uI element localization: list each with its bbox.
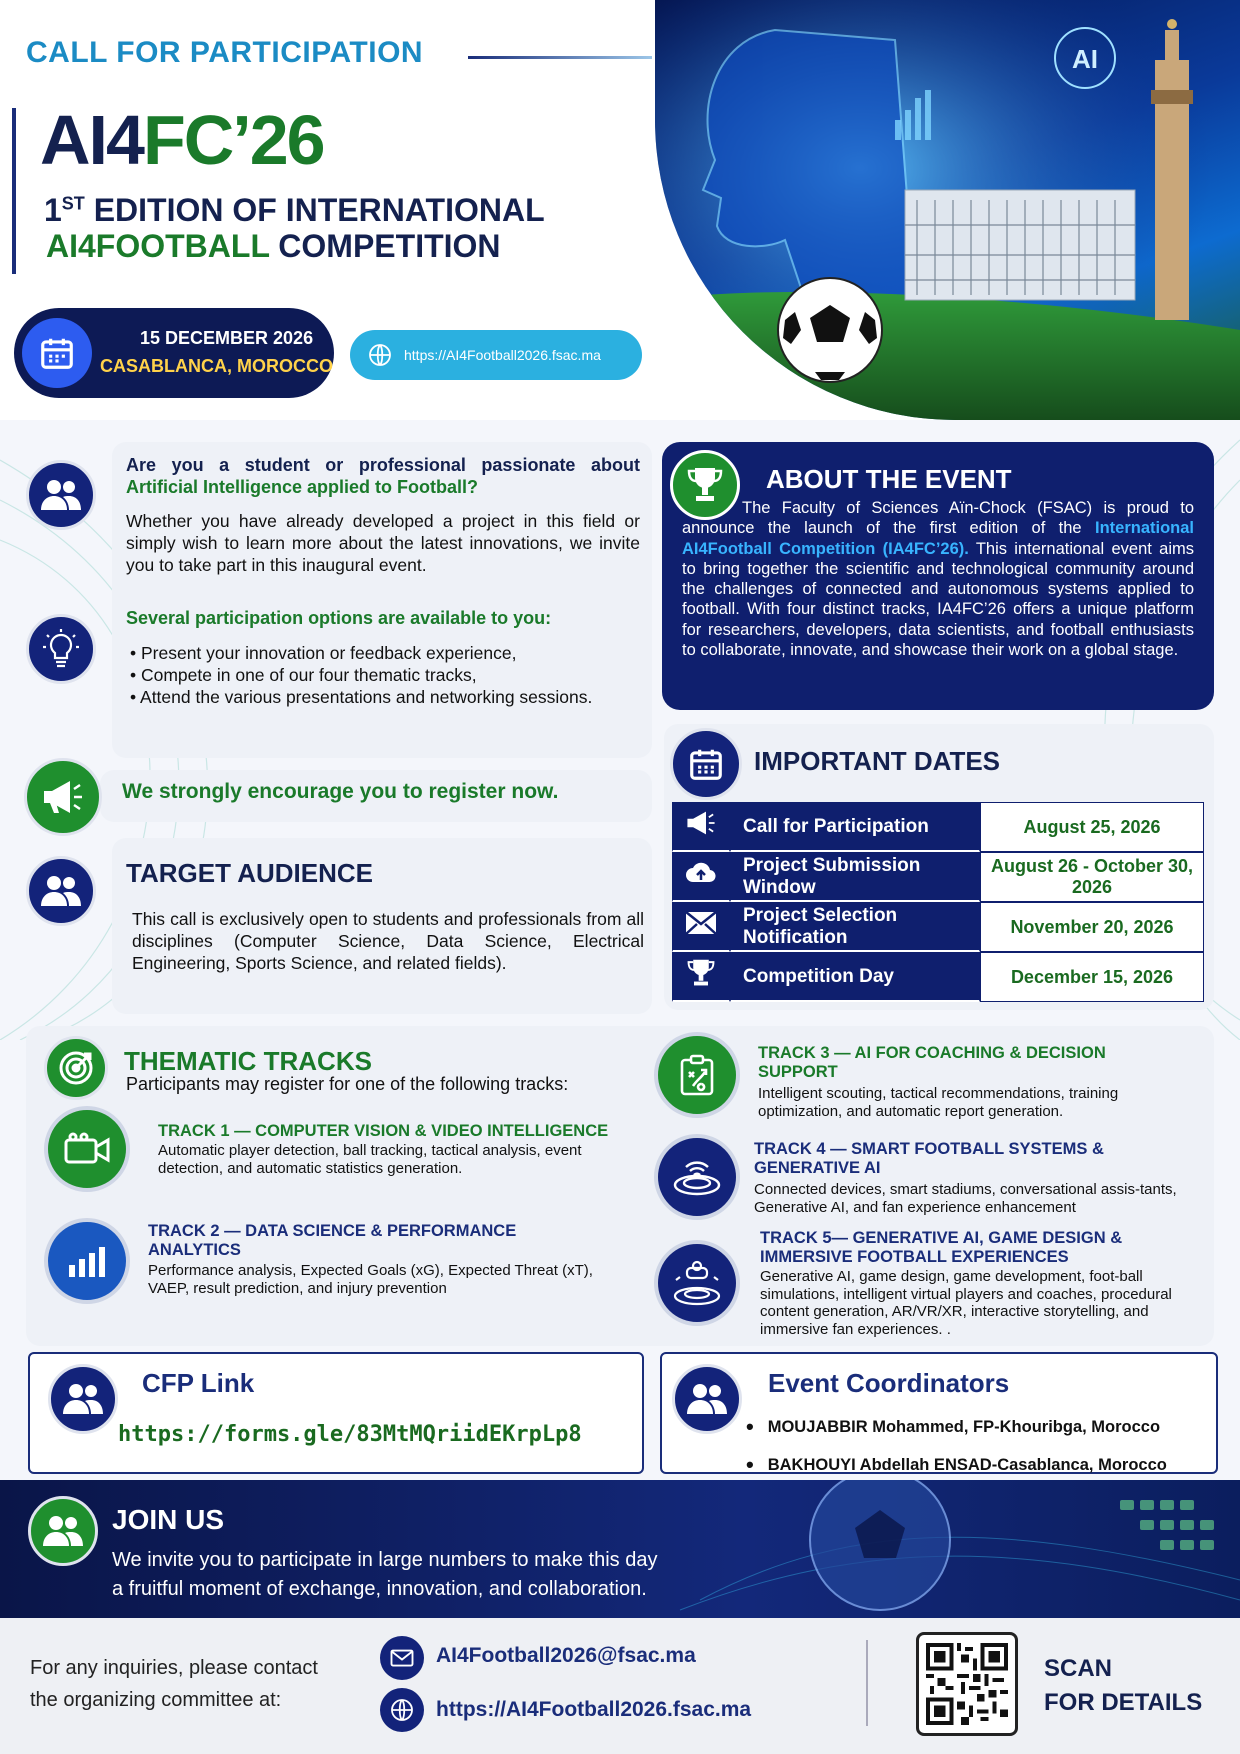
event-title <box>40 100 324 180</box>
event-date: 15 DECEMBER 2026 <box>140 328 314 348</box>
target-icon <box>44 1036 108 1100</box>
about-text-part1: The Faculty of Sciences Aïn-Chock (FSAC) is proud to announce the launch of the first edition of the <box>682 499 1194 538</box>
track-description: Generative AI, game design, game development, foot-ball simulations, intelligent virtual players and coaches, procedural content generation, AR/VR/XR, interactive storytelling, and immersive fan experiences. . <box>760 1268 1172 1338</box>
track-title: TRACK 1 — COMPUTER VISION & VIDEO INTELLIGENCE <box>158 1122 609 1140</box>
qr-code[interactable] <box>916 1632 1018 1736</box>
track-description: Intelligent scouting, tactical recommendations, training optimization, and automatic report generation. <box>758 1085 1119 1120</box>
track-title: TRACK 5— GENERATIVE AI, GAME DESIGN & IMMERSIVE FOOTBALL EXPERIENCES <box>760 1229 1123 1266</box>
date-row <box>672 952 1204 1002</box>
date-label: Project Submission Window <box>730 852 980 902</box>
date-row <box>672 852 1204 902</box>
about-event-heading: ABOUT THE EVENT <box>766 464 1012 494</box>
cfp-link-box <box>28 1352 644 1474</box>
website-link-pill[interactable] <box>350 330 642 380</box>
people-icon <box>26 856 96 926</box>
cfp-link-heading: CFP Link <box>142 1368 255 1398</box>
join-us-text: We invite you to participate in large numbers to make this day a fruitful moment of exchange, innovation, and collaboration. <box>112 1549 658 1600</box>
scan-label <box>1044 1652 1202 1720</box>
envelope-icon <box>380 1636 424 1680</box>
track-description: Connected devices, smart stadiums, conversational assis-tants, Generative AI, and fan experience enhancement <box>754 1181 1177 1216</box>
edition-text: EDITION OF INTERNATIONAL <box>84 192 545 228</box>
track-title: TRACK 2 — DATA SCIENCE & PERFORMANCE ANALYTICS <box>148 1222 517 1259</box>
encourage-text: We strongly encourage you to register now. <box>122 780 559 803</box>
important-dates-heading: IMPORTANT DATES <box>754 746 1001 776</box>
globe-icon <box>380 1688 424 1732</box>
intro-question-part2: Artificial Intelligence applied to Football? <box>126 477 479 497</box>
options-list <box>130 642 640 708</box>
globe-icon <box>368 343 392 367</box>
cfp-form-link[interactable]: https://forms.gle/83MtMQriidEKrpLp8 <box>118 1422 582 1447</box>
envelope-icon <box>672 902 730 952</box>
date-value: August 25, 2026 <box>980 802 1204 852</box>
thematic-tracks-heading: THEMATIC TRACKS <box>124 1046 372 1076</box>
people-icon <box>672 1364 742 1434</box>
intro-question-part1: Are you a student or professional passionate about <box>126 455 640 475</box>
competition-rest: COMPETITION <box>269 228 501 264</box>
cloud-upload-icon <box>672 852 730 902</box>
date-value: August 26 - October 30, 2026 <box>980 852 1204 902</box>
competition-brand: AI4FOOTBALL <box>46 228 270 264</box>
target-audience-heading: TARGET AUDIENCE <box>126 858 373 888</box>
join-us-heading: JOIN US <box>112 1504 225 1535</box>
coordinators-list <box>752 1408 1167 1484</box>
track-title: TRACK 4 — SMART FOOTBALL SYSTEMS & GENERATIVE AI <box>754 1140 1104 1177</box>
option-item: • Present your innovation or feedback experience, <box>130 643 517 663</box>
header-accent-line <box>468 56 652 59</box>
calendar-icon <box>670 728 742 800</box>
competition-line <box>46 228 501 265</box>
bar-chart-icon <box>44 1218 130 1304</box>
thematic-tracks-subtitle: Participants may register for one of the following tracks: <box>126 1074 569 1094</box>
ai-badge-icon: AI <box>1072 44 1098 74</box>
about-text-part2: This international event aims to bring together the scientific and technological community around the challenges of connected and autonomous systems applied to football. With four distinct tracks, IA4FC’26 offers a unique platform for researchers, developers, data scientists, and football enthusiasts to collaborate, innovate, and showcase their work on a global stage. <box>682 539 1194 660</box>
option-item: • Attend the various presentations and networking sessions. <box>130 687 593 707</box>
tactics-board-icon <box>654 1032 740 1118</box>
contact-website[interactable]: https://AI4Football2026.fsac.ma <box>436 1698 752 1721</box>
footer-divider <box>866 1640 868 1726</box>
target-audience-text: This call is exclusively open to students and professionals from all disciplines (Computer Science, Data Science, Electrical Engineering, Sports Science, and related fields). <box>132 909 644 973</box>
scan-line1: SCAN <box>1044 1655 1113 1682</box>
track-description: Performance analysis, Expected Goals (xG), Expected Threat (xT), VAEP, result prediction, and injury prevention <box>148 1262 593 1297</box>
event-title-part1: AI4 <box>40 101 143 179</box>
date-label: Project Selection Notification <box>730 902 980 952</box>
video-camera-icon <box>44 1106 130 1192</box>
date-value: November 20, 2026 <box>980 902 1204 952</box>
contact-text: For any inquiries, please contact the organizing committee at: <box>30 1657 318 1711</box>
website-url: https://AI4Football2026.fsac.ma <box>404 347 601 363</box>
about-text-highlight: International AI4Football Competition (IA4FC’26). <box>682 519 1194 558</box>
track-description: Automatic player detection, ball tracking, tactical analysis, event detection, and automatic statistics generation. <box>158 1142 582 1177</box>
date-value: December 15, 2026 <box>980 952 1204 1002</box>
coordinators-heading: Event Coordinators <box>768 1368 1010 1398</box>
title-accent-bar <box>12 108 16 274</box>
vr-stadium-icon <box>654 1240 740 1326</box>
megaphone-icon <box>24 758 102 836</box>
date-row <box>672 802 1204 852</box>
about-event-text <box>682 498 1194 660</box>
date-row <box>672 902 1204 952</box>
contact-email[interactable]: AI4Football2026@fsac.ma <box>436 1644 696 1667</box>
people-icon <box>26 460 96 530</box>
event-title-part2: FC’26 <box>142 101 324 179</box>
important-dates-table <box>672 802 1204 1002</box>
calendar-icon <box>22 318 92 388</box>
edition-line <box>44 192 545 229</box>
call-for-participation-label: CALL FOR PARTICIPATION <box>26 36 424 69</box>
date-label: Call for Participation <box>730 802 980 852</box>
option-item: • Compete in one of our four thematic tracks, <box>130 665 477 685</box>
edition-number: 1 <box>44 192 62 228</box>
coordinator-item: • BAKHOUYI Abdellah ENSAD-Casablanca, Morocco <box>752 1446 1167 1484</box>
smart-stadium-icon <box>654 1134 740 1220</box>
event-location: CASABLANCA, MOROCCO <box>100 356 333 376</box>
lightbulb-icon <box>26 614 96 684</box>
scan-line2: FOR DETAILS <box>1044 1689 1203 1716</box>
trophy-icon <box>672 952 730 1002</box>
people-icon <box>48 1364 118 1434</box>
people-icon <box>28 1496 98 1566</box>
megaphone-icon <box>672 802 730 852</box>
date-label: Competition Day <box>730 952 980 1002</box>
edition-suffix: ST <box>61 193 85 214</box>
options-heading: Several participation options are available to you: <box>126 608 552 628</box>
intro-question <box>126 454 640 498</box>
intro-paragraph: Whether you have already developed a project in this field or simply wish to learn more about the latest innovations, we invite you to take part in this inaugural event. <box>126 511 640 575</box>
coordinator-item: • MOUJABBIR Mohammed, FP-Khouribga, Morocco <box>752 1408 1167 1446</box>
track-title: TRACK 3 — AI FOR COACHING & DECISION SUPPORT <box>758 1044 1106 1081</box>
